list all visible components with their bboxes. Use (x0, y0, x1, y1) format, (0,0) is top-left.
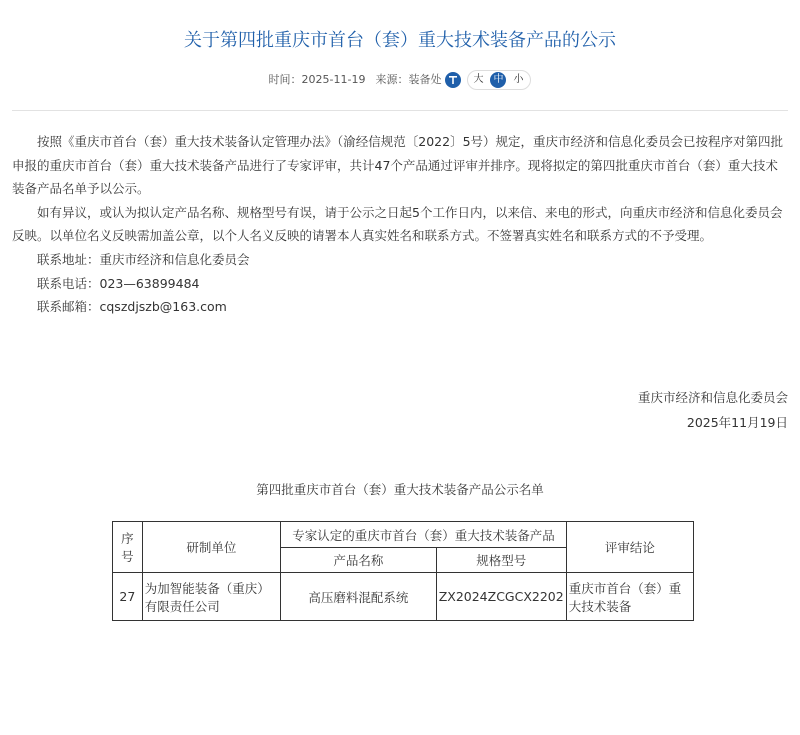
table-title: 第四批重庆市首台（套）重大技术装备产品公示名单 (256, 482, 544, 497)
print-icon[interactable] (445, 72, 461, 88)
contact-address: 联系地址：重庆市经济和信息化委员会 (37, 251, 250, 267)
article-body (12, 130, 788, 319)
font-icon (448, 75, 458, 85)
font-size-small-button[interactable]: 小 (513, 74, 524, 85)
source-label: 来源： (375, 73, 409, 86)
header-unit: 研制单位 (142, 522, 280, 573)
cell-product-name: 高压磨料混配系统 (281, 573, 437, 621)
time-label: 时间： (268, 73, 302, 86)
header-conclusion: 评审结论 (566, 522, 693, 573)
contact-phone: 联系电话：023—63899484 (37, 275, 200, 291)
article-title: 关于第四批重庆市首台（套）重大技术装备产品的公示 (184, 30, 616, 51)
cell-seq: 27 (113, 573, 143, 621)
signature-date: 2025年11月19日 (686, 415, 788, 430)
font-size-medium-button[interactable]: 中 (490, 72, 506, 88)
product-table (112, 521, 694, 621)
table-row (113, 573, 694, 621)
header-seq: 序号 (113, 522, 143, 573)
header-product-name: 产品名称 (281, 548, 437, 573)
body-paragraph: 如有异议，或认为拟认定产品名称、规格型号有误，请于公示之日起5个工作日内，以来信、来电的形式，向重庆市经济和信息化委员会反映。以单位名义反映需加盖公章，以个人名义反映的请署本人真实姓名和联系方式。不签署真实姓名和联系方式的不予受理。 (12, 204, 783, 244)
font-size-switcher (467, 70, 531, 90)
cell-conclusion: 重庆市首台（套）重大技术装备 (566, 573, 693, 621)
time-value: 2025-11-19 (301, 73, 366, 86)
source-value: 装备处 (408, 73, 442, 86)
font-size-large-button[interactable]: 大 (473, 74, 484, 85)
cell-model: ZX2024ZCGCX2202 (436, 573, 566, 621)
header-model: 规格型号 (436, 548, 566, 573)
body-paragraph: 按照《重庆市首台（套）重大技术装备认定管理办法》（渝经信规范〔2022〕5号）规定，重庆市经济和信息化委员会已按程序对第四批申报的重庆市首台（套）重大技术装备产品进行了专家评审，共计47个产品通过评审并排序。现将拟定的第四批重庆市首台（套）重大技术装备产品名单予以公示。 (12, 134, 784, 197)
title-divider (12, 110, 788, 111)
contact-email: 联系邮箱：cqszdjszb@163.com (37, 299, 227, 315)
article-meta (0, 70, 800, 90)
cell-unit: 为加智能装备（重庆）有限责任公司 (142, 573, 280, 621)
header-product-group: 专家认定的重庆市首台（套）重大技术装备产品 (281, 522, 567, 548)
signature-org: 重庆市经济和信息化委员会 (637, 390, 788, 405)
